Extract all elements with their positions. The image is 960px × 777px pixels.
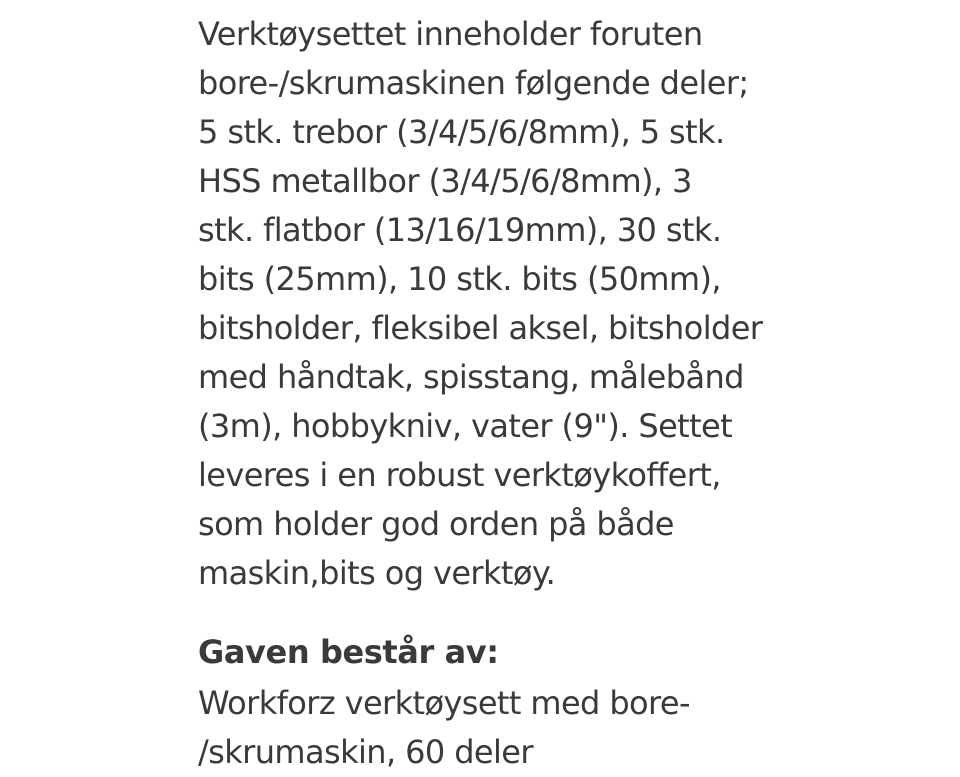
gift-line: /skrumaskin, 60 deler xyxy=(198,733,533,771)
description-line: som holder god orden på både xyxy=(198,505,674,543)
description-line: (3m), hobbykniv, vater (9"). Settet xyxy=(198,407,733,445)
description-line: Verktøysettet inneholder foruten xyxy=(198,15,703,53)
description-paragraph xyxy=(198,10,798,598)
description-line: med håndtak, spisstang, målebånd xyxy=(198,358,744,396)
product-description xyxy=(198,10,798,777)
description-line: HSS metallbor (3/4/5/6/8mm), 3 xyxy=(198,162,692,200)
description-line: maskin,bits og verktøy. xyxy=(198,554,556,592)
description-line: 5 stk. trebor (3/4/5/6/8mm), 5 stk. xyxy=(198,113,725,151)
description-line: bits (25mm), 10 stk. bits (50mm), xyxy=(198,260,721,298)
gift-heading: Gaven består av: xyxy=(198,633,499,671)
description-line: stk. flatbor (13/16/19mm), 30 stk. xyxy=(198,211,722,249)
description-line: bore-/skrumaskinen følgende deler; xyxy=(198,64,749,102)
description-line: leveres i en robust verktøykoffert, xyxy=(198,456,721,494)
gift-section xyxy=(198,628,798,777)
gift-line: Workforz verktøysett med bore- xyxy=(198,684,690,722)
section-spacer xyxy=(198,598,798,628)
description-line: bitsholder, fleksibel aksel, bitsholder xyxy=(198,309,763,347)
